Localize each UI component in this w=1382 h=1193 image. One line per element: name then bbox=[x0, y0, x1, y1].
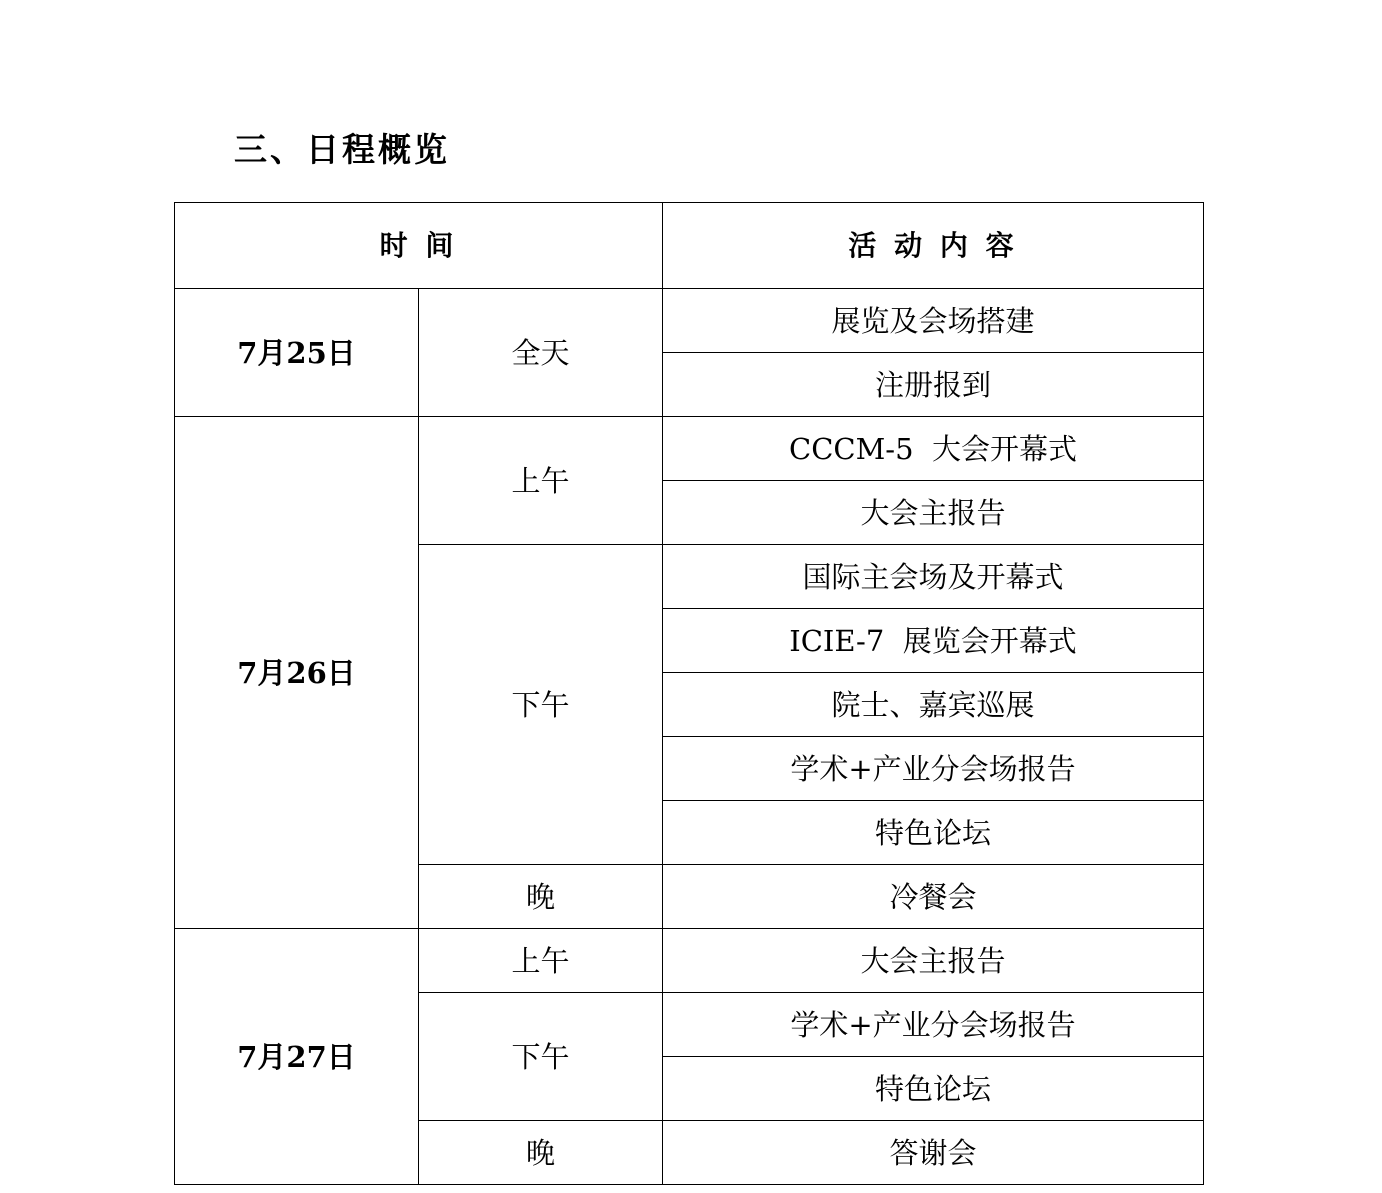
header-activity: 活 动 内 容 bbox=[663, 203, 1204, 289]
table-header-row bbox=[175, 203, 1204, 289]
activity-cell: 大会主报告 bbox=[663, 929, 1204, 993]
table-row bbox=[175, 929, 1204, 993]
activity-cell: 院士、嘉宾巡展 bbox=[663, 673, 1204, 737]
header-time: 时 间 bbox=[175, 203, 663, 289]
period-cell: 上午 bbox=[419, 417, 663, 545]
activity-cell: 学术+产业分会场报告 bbox=[663, 737, 1204, 801]
period-cell: 晚 bbox=[419, 1121, 663, 1185]
activity-cell: 学术+产业分会场报告 bbox=[663, 993, 1204, 1057]
section-title: 三、日程概览 bbox=[234, 130, 450, 169]
activity-cell: 国际主会场及开幕式 bbox=[663, 545, 1204, 609]
date-cell: 7月25日 bbox=[175, 289, 419, 417]
schedule-table bbox=[174, 202, 1204, 1185]
activity-cell: 注册报到 bbox=[663, 353, 1204, 417]
activity-cell: 展览及会场搭建 bbox=[663, 289, 1204, 353]
activity-cell: 大会主报告 bbox=[663, 481, 1204, 545]
activity-cell: CCCM-5 大会开幕式 bbox=[663, 417, 1204, 481]
period-cell: 下午 bbox=[419, 545, 663, 865]
period-cell: 下午 bbox=[419, 993, 663, 1121]
period-cell: 全天 bbox=[419, 289, 663, 417]
table-row bbox=[175, 417, 1204, 481]
activity-cell: 特色论坛 bbox=[663, 1057, 1204, 1121]
activity-cell: 答谢会 bbox=[663, 1121, 1204, 1185]
table-row bbox=[175, 289, 1204, 353]
activity-cell: 冷餐会 bbox=[663, 865, 1204, 929]
period-cell: 晚 bbox=[419, 865, 663, 929]
activity-cell: ICIE-7 展览会开幕式 bbox=[663, 609, 1204, 673]
date-cell: 7月26日 bbox=[175, 417, 419, 929]
activity-cell: 特色论坛 bbox=[663, 801, 1204, 865]
date-cell: 7月27日 bbox=[175, 929, 419, 1185]
period-cell: 上午 bbox=[419, 929, 663, 993]
